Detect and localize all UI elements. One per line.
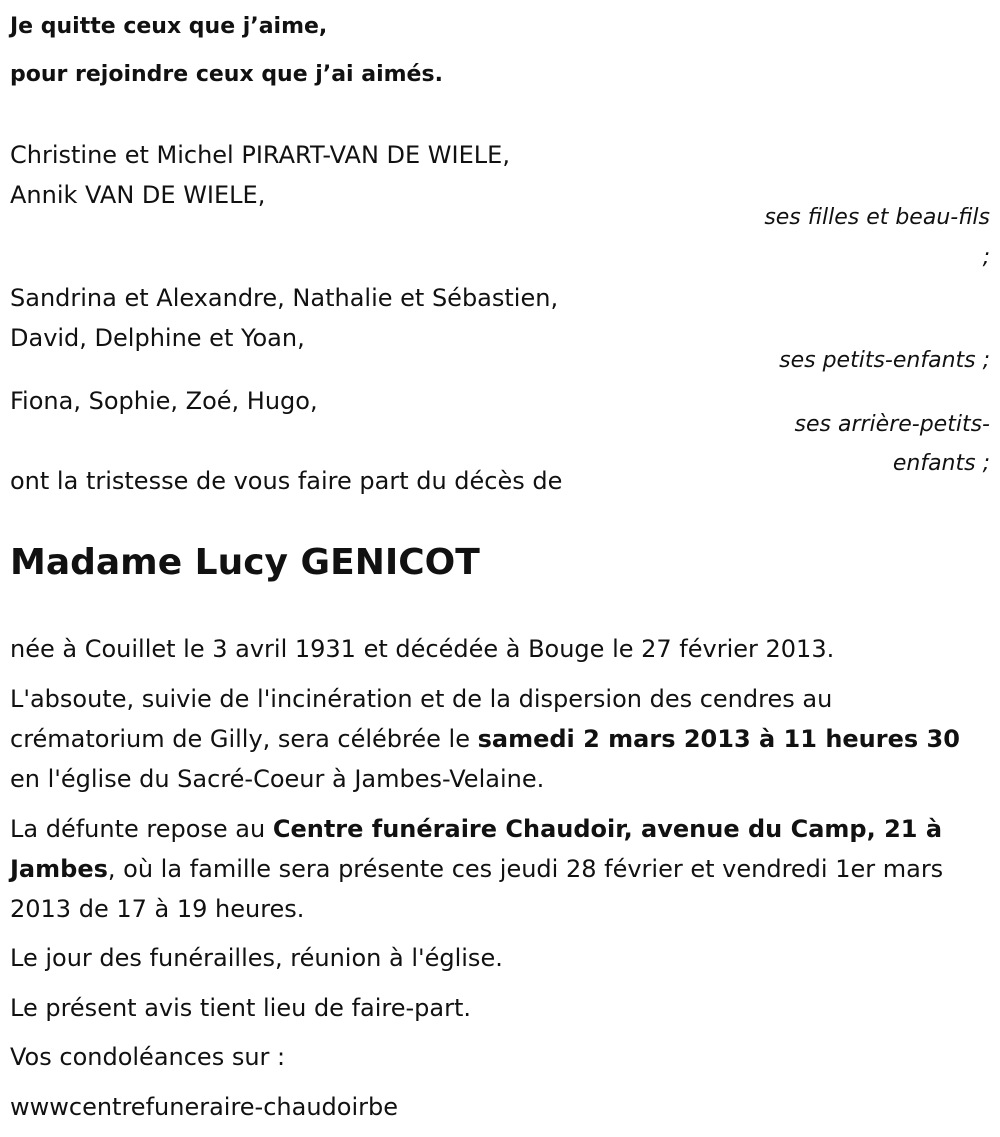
daughters-role-punct: ;	[982, 245, 990, 270]
condolences-label: Vos condoléances sur :	[10, 1043, 286, 1071]
ceremony-date: samedi 2 mars 2013 à 11 heures 30	[477, 725, 960, 753]
daughters-line-2: Annik VAN DE WIELE,	[10, 181, 266, 209]
rest-text-end: , où la famille sera présente ces jeudi 28 février et vendredi 1er mars 2013 de 17 à 19 heures.	[10, 855, 944, 923]
daughters-role: ses filles et beau-fils	[764, 205, 990, 230]
meeting-paragraph: Le jour des funérailles, réunion à l'église.	[10, 944, 503, 972]
notice-paragraph: Le présent avis tient lieu de faire-part.	[10, 994, 472, 1022]
great-grandchildren-role-cont: enfants ;	[892, 451, 990, 476]
ceremony-paragraph	[10, 679, 985, 799]
deceased-name: Madame Lucy GENICOT	[10, 542, 480, 583]
ceremony-text-end: en l'église du Sacré-Coeur à Jambes-Velaine.	[10, 765, 545, 793]
ceremony-text-start: L'absoute, suivie de l'incinération et de la dispersion des cendres au crématorium de Gilly, sera célébrée le	[10, 685, 833, 753]
birth-death-paragraph: née à Couillet le 3 avril 1931 et décédée à Bouge le 27 février 2013.	[10, 635, 835, 663]
great-grandchildren-line: Fiona, Sophie, Zoé, Hugo,	[10, 387, 318, 415]
rest-paragraph	[10, 809, 985, 929]
grandchildren-line-2: David, Delphine et Yoan,	[10, 324, 305, 352]
grandchildren-line-1: Sandrina et Alexandre, Nathalie et Sébastien,	[10, 284, 559, 312]
great-grandchildren-role: ses arrière-petits-	[794, 412, 990, 437]
epigraph-line-2: pour rejoindre ceux que j’ai aimés.	[10, 62, 443, 87]
funeral-home-address: Centre funéraire Chaudoir, avenue du Camp, 21 à Jambes	[10, 815, 943, 883]
rest-text-start: La défunte repose au	[10, 815, 273, 843]
website-link[interactable]: wwwcentrefuneraire-chaudoirbe	[10, 1093, 398, 1121]
announcement-text: ont la tristesse de vous faire part du décès de	[10, 467, 563, 495]
daughters-line-1: Christine et Michel PIRART-VAN DE WIELE,	[10, 141, 510, 169]
epigraph-line-1: Je quitte ceux que j’aime,	[10, 14, 328, 39]
grandchildren-role: ses petits-enfants ;	[779, 348, 990, 373]
